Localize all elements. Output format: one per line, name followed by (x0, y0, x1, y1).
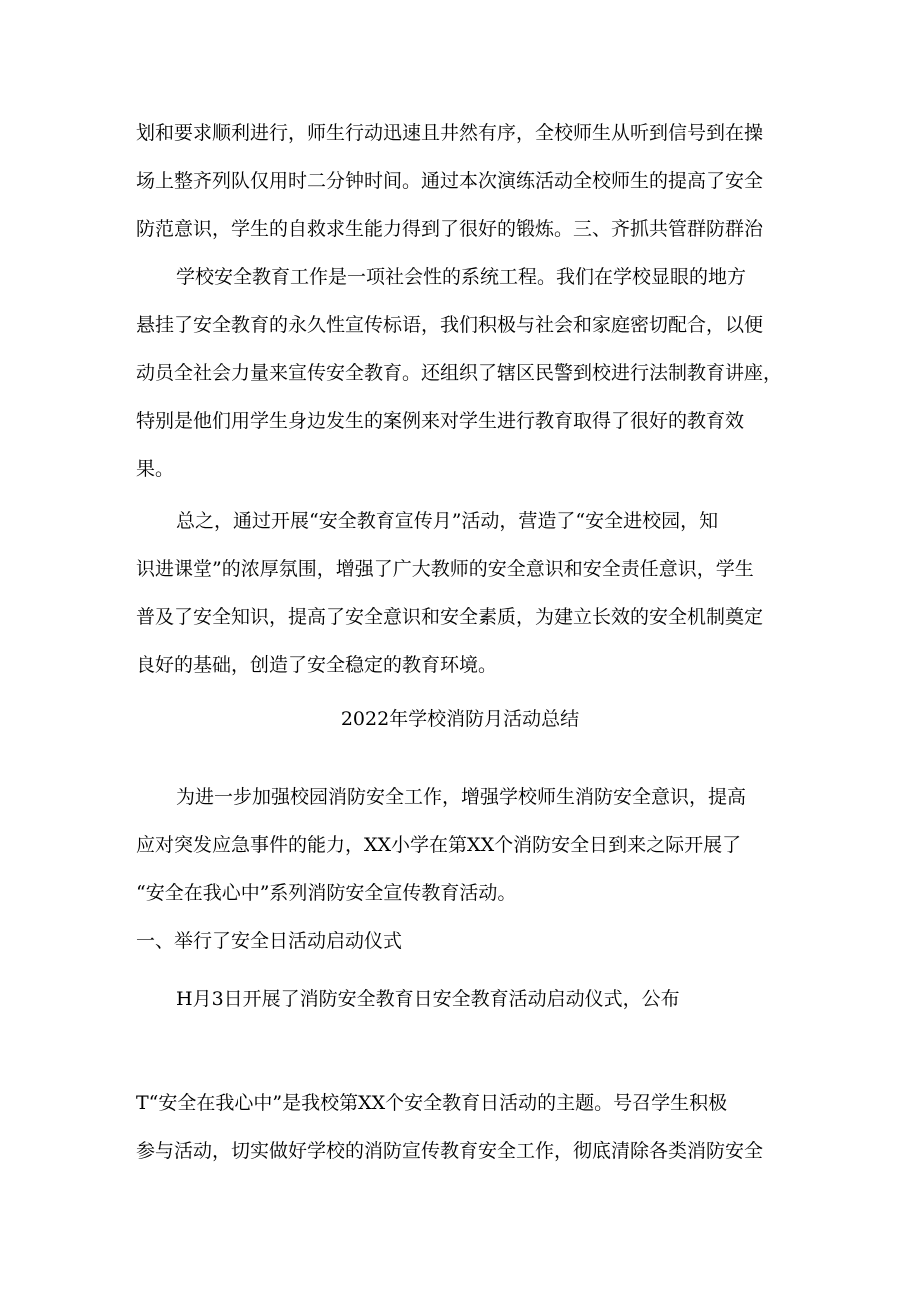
body-text-line: “安全在我心中”系列消防安全宣传教育活动。 (136, 882, 517, 904)
section-title: 2022年学校消防月活动总结 (340, 708, 580, 730)
section-heading: 一、举行了安全日活动启动仪式 (136, 930, 403, 952)
body-text-line: 动员全社会力量来宣传安全教育。还组织了辖区民警到校进行法制教育讲座， (136, 362, 783, 384)
body-text-line: 学校安全教育工作是一项社会性的系统工程。我们在学校显眼的地方 (176, 266, 747, 288)
body-text-line: 普及了安全知识，提高了安全意识和安全素质，为建立长效的安全机制奠定 (136, 606, 764, 628)
body-text-line: 特别是他们用学生身边发生的案例来对学生进行教育取得了很好的教育效 (136, 410, 745, 432)
body-text-line: 识进课堂”的浓厚氛围，增强了广大教师的安全意识和安全责任意识，学生 (136, 558, 754, 580)
body-text-line: 总之，通过开展“安全教育宣传月”活动，营造了“安全进校园，知 (176, 510, 719, 532)
body-text-line: 为进一步加强校园消防安全工作，增强学校师生消防安全意识，提高 (176, 786, 747, 808)
body-text-line: 良好的基础，创造了安全稳定的教育环境。 (136, 654, 498, 676)
body-text-line: 防范意识，学生的自救求生能力得到了很好的锻炼。三、齐抓共管群防群治 (136, 218, 764, 240)
body-text-line: 参与活动，切实做好学校的消防宣传教育安全工作，彻底清除各类消防安全 (136, 1140, 764, 1162)
body-text-line: H月3日开展了消防安全教育日安全教育活动启动仪式，公布 (176, 988, 680, 1010)
body-text-line: 应对突发应急事件的能力，XX小学在第XX个消防安全日到来之际开展了 (136, 834, 742, 856)
body-text-line: 场上整齐列队仅用时二分钟时间。通过本次演练活动全校师生的提高了安全 (136, 170, 764, 192)
body-text-line: T“安全在我心中”是我校第XX个安全教育日活动的主题。号召学生积极 (136, 1092, 728, 1114)
body-text-line: 划和要求顺利进行，师生行动迅速且井然有序，全校师生从听到信号到在操 (136, 122, 764, 144)
body-text-line: 果。 (136, 458, 175, 480)
body-text-line: 悬挂了安全教育的永久性宣传标语，我们积极与社会和家庭密切配合，以便 (136, 314, 764, 336)
